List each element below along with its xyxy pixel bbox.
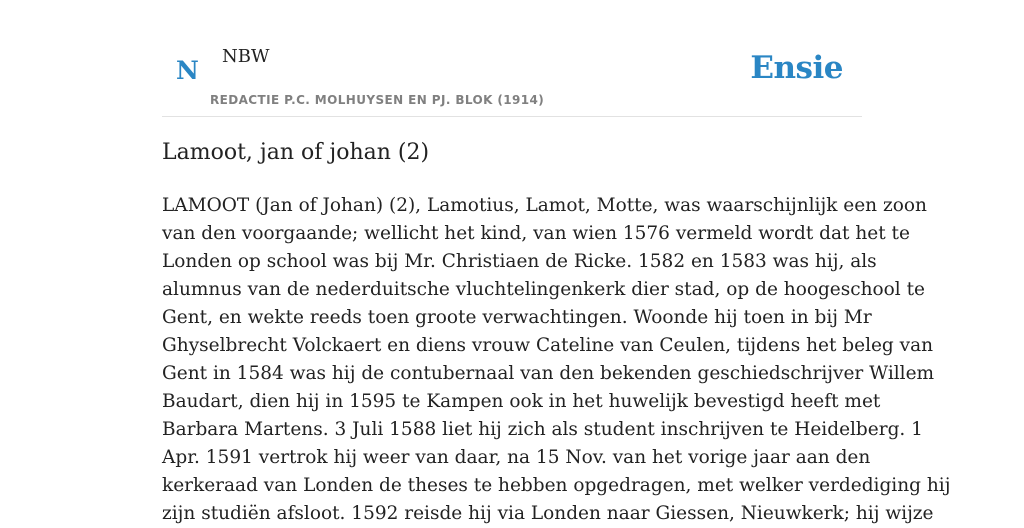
article-body-line: Apr. 1591 vertrok hij weer van daar, na 15 Nov. van het vorige jaar aan den [162, 447, 871, 468]
article-body-line: Gent, en wekte reeds toen groote verwachtingen. Woonde hij toen in bij Mr [162, 307, 872, 328]
article-body-line: zijn studiën afsloot. 1592 reisde hij via Londen naar Giessen, Nieuwkerk; hij wijze [162, 503, 934, 524]
collection-name[interactable]: NBW [222, 46, 270, 67]
article-title: Lamoot, jan of johan (2) [162, 140, 430, 165]
article-body-line: Baudart, dien hij in 1595 te Kampen ook in het huwelijk bevestigd heeft met [162, 391, 881, 412]
article-body-line: van den voorgaande; wellicht het kind, van wien 1576 vermeld wordt dat het te [162, 223, 910, 244]
collection-subtitle: REDACTIE P.C. MOLHUYSEN EN PJ. BLOK (1914) [210, 93, 545, 107]
article-body-line: alumnus van de nederduitsche vluchtelingenkerk dier stad, op de hoogeschool te [162, 279, 925, 300]
article-body [162, 192, 951, 528]
article-body-line: Gent in 1584 was hij de contubernaal van den bekenden geschiedschrijver Willem [162, 363, 935, 384]
article-body-line: kerkeraad van Londen de theses te hebben opgedragen, met welker verdediging hij [162, 475, 951, 496]
article-body-line: Ghyselbrecht Volckaert en diens vrouw Cateline van Ceulen, tijdens het beleg van [162, 335, 934, 356]
article-body-line: Londen op school was bij Mr. Christiaen de Ricke. 1582 en 1583 was hij, als [162, 251, 877, 272]
nbw-logo-letter[interactable]: N [176, 56, 199, 85]
site-header [162, 0, 862, 117]
article-body-line: Barbara Martens. 3 Juli 1588 liet hij zich als student inschrijven te Heidelberg. 1 [162, 419, 923, 440]
article-body-line: LAMOOT (Jan of Johan) (2), Lamotius, Lamot, Motte, was waarschijnlijk een zoon [162, 195, 927, 216]
ensie-logo[interactable]: Ensie [750, 50, 843, 86]
